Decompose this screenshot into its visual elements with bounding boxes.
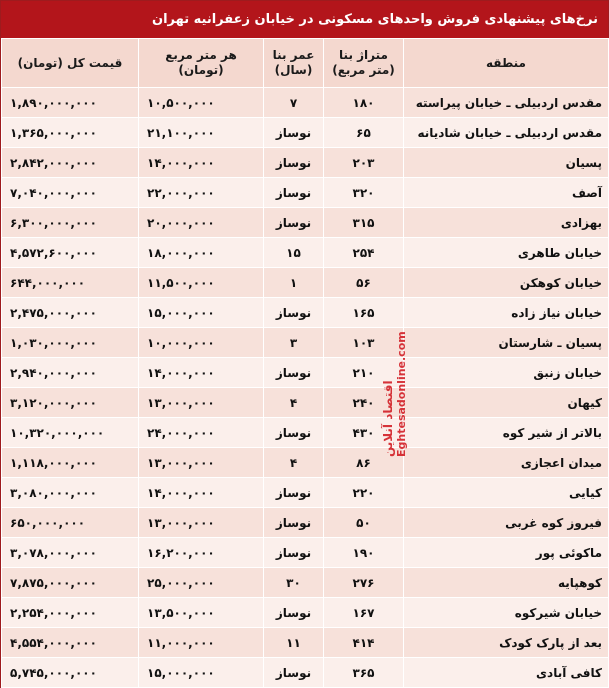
header-area: متراژ بنا (متر مربع)	[324, 39, 404, 88]
cell-region: خیابان کوهکن	[404, 268, 609, 298]
cell-region: مقدس اردبیلی ـ خیابان پیراسته	[404, 88, 609, 118]
cell-area: ۳۲۰	[324, 178, 404, 208]
cell-price-per-meter: ۱۱,۵۰۰,۰۰۰	[139, 268, 264, 298]
header-price-per-meter: هر متر مربع (تومان)	[139, 39, 264, 88]
table-header-row	[2, 39, 609, 88]
cell-age: ۳۰	[264, 568, 324, 598]
cell-area: ۱۹۰	[324, 538, 404, 568]
cell-area: ۲۴۰	[324, 388, 404, 418]
cell-age: نوساز	[264, 418, 324, 448]
cell-total-price: ۶,۳۰۰,۰۰۰,۰۰۰	[2, 208, 139, 238]
table-row	[2, 358, 609, 388]
cell-total-price: ۲,۸۴۲,۰۰۰,۰۰۰	[2, 148, 139, 178]
cell-age: ۱	[264, 268, 324, 298]
cell-area: ۳۱۵	[324, 208, 404, 238]
cell-region: کوهپایه	[404, 568, 609, 598]
watermark-text: اقتصاد آنلاین	[381, 380, 395, 457]
cell-area: ۵۶	[324, 268, 404, 298]
cell-age: نوساز	[264, 508, 324, 538]
table-row	[2, 88, 609, 118]
cell-area: ۲۵۴	[324, 238, 404, 268]
cell-age: نوساز	[264, 178, 324, 208]
cell-age: ۱۱	[264, 628, 324, 658]
cell-total-price: ۲,۹۴۰,۰۰۰,۰۰۰	[2, 358, 139, 388]
table-row	[2, 208, 609, 238]
cell-region: خیابان شیرکوه	[404, 598, 609, 628]
cell-region: بالاتر از شیر کوه	[404, 418, 609, 448]
cell-age: ۷	[264, 88, 324, 118]
cell-price-per-meter: ۲۵,۰۰۰,۰۰۰	[139, 568, 264, 598]
table-row	[2, 628, 609, 658]
table-row	[2, 538, 609, 568]
cell-total-price: ۱,۸۹۰,۰۰۰,۰۰۰	[2, 88, 139, 118]
cell-total-price: ۴,۵۷۲,۶۰۰,۰۰۰	[2, 238, 139, 268]
cell-area: ۱۸۰	[324, 88, 404, 118]
table-body	[2, 88, 609, 688]
cell-total-price: ۳,۰۸۰,۰۰۰,۰۰۰	[2, 478, 139, 508]
cell-area: ۲۰۳	[324, 148, 404, 178]
cell-age: ۱۵	[264, 238, 324, 268]
cell-age: ۴	[264, 448, 324, 478]
cell-age: نوساز	[264, 658, 324, 688]
cell-total-price: ۵,۷۴۵,۰۰۰,۰۰۰	[2, 658, 139, 688]
cell-total-price: ۶۴۴,۰۰۰,۰۰۰	[2, 268, 139, 298]
cell-region: فیروز کوه غربی	[404, 508, 609, 538]
cell-age: نوساز	[264, 538, 324, 568]
table-row	[2, 328, 609, 358]
cell-region: بعد از پارک کودک	[404, 628, 609, 658]
cell-price-per-meter: ۱۵,۰۰۰,۰۰۰	[139, 298, 264, 328]
watermark-url: Eghtesadonline.com	[395, 331, 408, 457]
cell-region: آصف	[404, 178, 609, 208]
cell-price-per-meter: ۱۵,۰۰۰,۰۰۰	[139, 658, 264, 688]
cell-region: میدان اعجازی	[404, 448, 609, 478]
cell-region: کافی آبادی	[404, 658, 609, 688]
header-total-price: قیمت کل (تومان)	[2, 39, 139, 88]
cell-area: ۲۷۶	[324, 568, 404, 598]
cell-region: بهزادی	[404, 208, 609, 238]
table-row	[2, 388, 609, 418]
cell-total-price: ۳,۱۲۰,۰۰۰,۰۰۰	[2, 388, 139, 418]
cell-price-per-meter: ۱۳,۰۰۰,۰۰۰	[139, 388, 264, 418]
page-title: نرخ‌های پیشنهادی فروش واحدهای مسکونی در خیابان زعفرانیه تهران	[1, 1, 608, 38]
cell-region: خیابان نیاز زاده	[404, 298, 609, 328]
cell-area: ۸۶	[324, 448, 404, 478]
table-row	[2, 178, 609, 208]
table-row	[2, 448, 609, 478]
cell-area: ۴۱۴	[324, 628, 404, 658]
cell-area: ۶۵	[324, 118, 404, 148]
table-row	[2, 598, 609, 628]
cell-total-price: ۱,۳۶۵,۰۰۰,۰۰۰	[2, 118, 139, 148]
cell-total-price: ۱۰,۳۲۰,۰۰۰,۰۰۰	[2, 418, 139, 448]
cell-total-price: ۴,۵۵۴,۰۰۰,۰۰۰	[2, 628, 139, 658]
cell-price-per-meter: ۱۴,۰۰۰,۰۰۰	[139, 358, 264, 388]
header-age: عمر بنا (سال)	[264, 39, 324, 88]
cell-price-per-meter: ۲۴,۰۰۰,۰۰۰	[139, 418, 264, 448]
cell-price-per-meter: ۱۳,۵۰۰,۰۰۰	[139, 598, 264, 628]
cell-region: پسیان ـ شارستان	[404, 328, 609, 358]
cell-total-price: ۲,۲۵۴,۰۰۰,۰۰۰	[2, 598, 139, 628]
cell-age: نوساز	[264, 598, 324, 628]
cell-price-per-meter: ۱۰,۵۰۰,۰۰۰	[139, 88, 264, 118]
cell-area: ۱۶۷	[324, 598, 404, 628]
cell-region: کیهان	[404, 388, 609, 418]
cell-region: مقدس اردبیلی ـ خیابان شادیانه	[404, 118, 609, 148]
table-row	[2, 148, 609, 178]
cell-region: خیابان زنبق	[404, 358, 609, 388]
cell-price-per-meter: ۲۱,۱۰۰,۰۰۰	[139, 118, 264, 148]
cell-area: ۵۰	[324, 508, 404, 538]
cell-age: نوساز	[264, 358, 324, 388]
cell-area: ۱۶۵	[324, 298, 404, 328]
table-row	[2, 418, 609, 448]
cell-age: نوساز	[264, 208, 324, 238]
cell-age: نوساز	[264, 118, 324, 148]
table-row	[2, 268, 609, 298]
cell-price-per-meter: ۱۴,۰۰۰,۰۰۰	[139, 148, 264, 178]
cell-total-price: ۱,۱۱۸,۰۰۰,۰۰۰	[2, 448, 139, 478]
cell-age: ۴	[264, 388, 324, 418]
cell-price-per-meter: ۱۸,۰۰۰,۰۰۰	[139, 238, 264, 268]
cell-price-per-meter: ۱۳,۰۰۰,۰۰۰	[139, 448, 264, 478]
table-row	[2, 658, 609, 688]
cell-age: ۳	[264, 328, 324, 358]
cell-area: ۲۲۰	[324, 478, 404, 508]
cell-total-price: ۲,۴۷۵,۰۰۰,۰۰۰	[2, 298, 139, 328]
cell-area: ۲۱۰	[324, 358, 404, 388]
cell-total-price: ۷,۸۷۵,۰۰۰,۰۰۰	[2, 568, 139, 598]
cell-total-price: ۳,۰۷۸,۰۰۰,۰۰۰	[2, 538, 139, 568]
table-row	[2, 478, 609, 508]
table-row	[2, 298, 609, 328]
table-row	[2, 118, 609, 148]
cell-total-price: ۶۵۰,۰۰۰,۰۰۰	[2, 508, 139, 538]
header-region: منطقه	[404, 39, 609, 88]
table-row	[2, 508, 609, 538]
cell-age: نوساز	[264, 148, 324, 178]
cell-price-per-meter: ۱۶,۲۰۰,۰۰۰	[139, 538, 264, 568]
cell-age: نوساز	[264, 298, 324, 328]
cell-region: کیایی	[404, 478, 609, 508]
cell-area: ۳۶۵	[324, 658, 404, 688]
price-table	[1, 38, 609, 688]
cell-price-per-meter: ۲۰,۰۰۰,۰۰۰	[139, 208, 264, 238]
cell-total-price: ۷,۰۴۰,۰۰۰,۰۰۰	[2, 178, 139, 208]
cell-area: ۴۳۰	[324, 418, 404, 448]
cell-region: ماکوئی پور	[404, 538, 609, 568]
cell-price-per-meter: ۱۳,۰۰۰,۰۰۰	[139, 508, 264, 538]
cell-age: نوساز	[264, 478, 324, 508]
cell-area: ۱۰۳	[324, 328, 404, 358]
cell-total-price: ۱,۰۳۰,۰۰۰,۰۰۰	[2, 328, 139, 358]
table-row	[2, 568, 609, 598]
table-row	[2, 238, 609, 268]
cell-price-per-meter: ۲۲,۰۰۰,۰۰۰	[139, 178, 264, 208]
cell-region: پسیان	[404, 148, 609, 178]
cell-region: خیابان طاهری	[404, 238, 609, 268]
cell-price-per-meter: ۱۰,۰۰۰,۰۰۰	[139, 328, 264, 358]
cell-price-per-meter: ۱۴,۰۰۰,۰۰۰	[139, 478, 264, 508]
cell-price-per-meter: ۱۱,۰۰۰,۰۰۰	[139, 628, 264, 658]
